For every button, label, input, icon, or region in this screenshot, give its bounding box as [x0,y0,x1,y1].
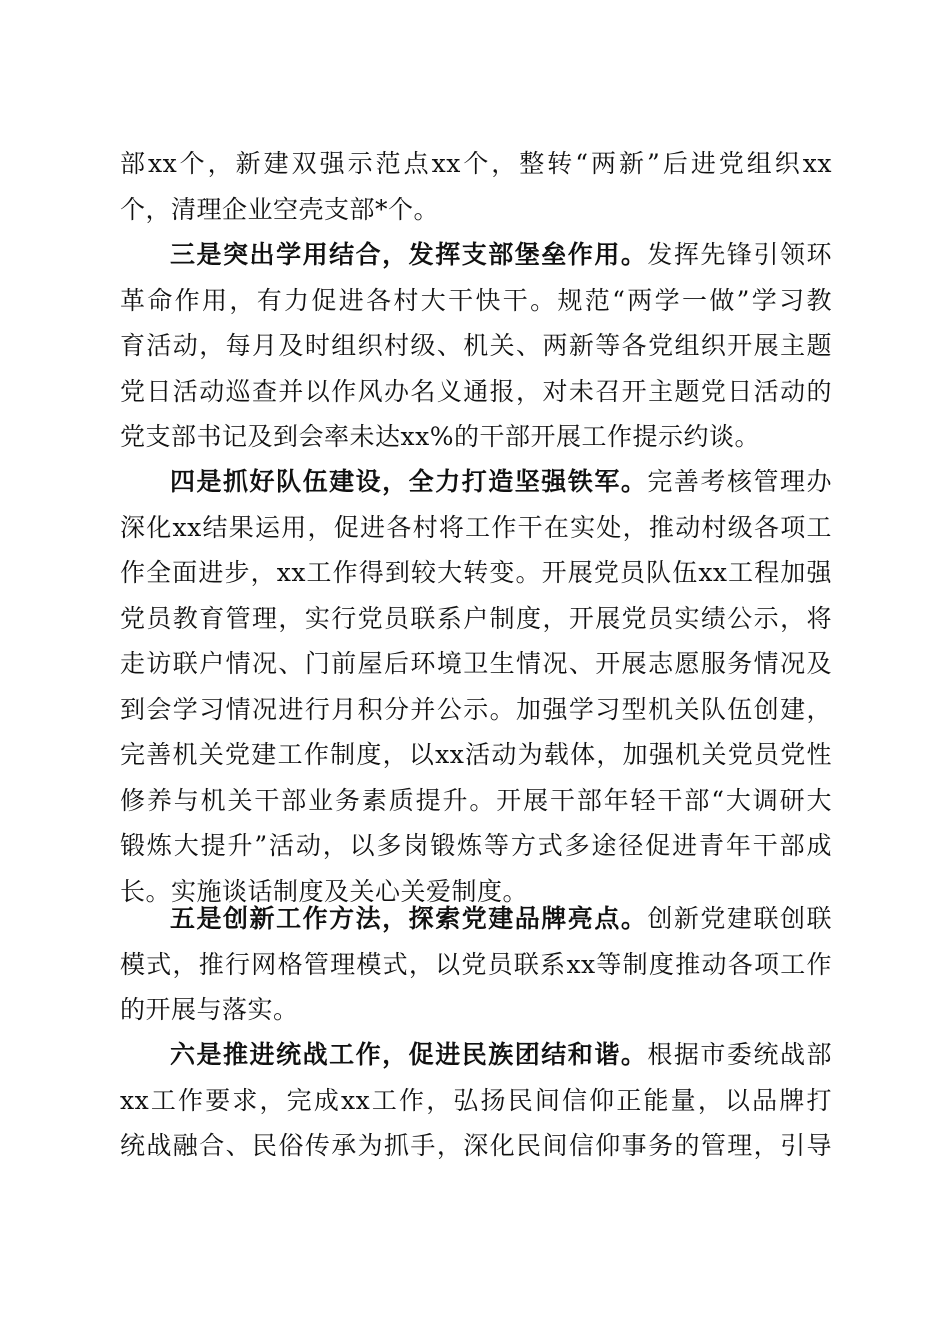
paragraph-continued [120,141,832,232]
paragraph-heading: 五是创新工作方法，探索党建品牌亮点。 [170,904,648,933]
paragraph-six [120,1032,832,1169]
text-line: 到会学习情况进行月积分并公示。加强学习型机关队伍创建， [120,694,832,724]
text-line: 统战融合、民俗传承为抓手，深化民间信仰事务的管理，引导 [120,1131,832,1160]
text-line: 党日活动巡查并以作风办名义通报，对未召开主题党日活动的 [120,376,832,406]
text-line: 个，清理企业空壳支部*个。 [120,194,440,224]
paragraph-heading: 六是推进统战工作，促进民族团结和谐。 [170,1040,648,1069]
text-run: 完善考核管理办 [647,467,832,496]
text-line: xx工作要求，完成xx工作，弘扬民间信仰正能量，以品牌打 [120,1085,832,1115]
text-run: 根据市委统战部 [647,1040,832,1069]
text-line: 完善机关党建工作制度，以xx活动为载体，加强机关党员党性 [120,740,832,769]
text-line-first [120,232,832,278]
text-line: 革命作用，有力促进各村大干快干。规范“两学一做”学习教 [120,285,832,315]
text-line: 作全面进步，xx工作得到较大转变。开展党员队伍xx工程加强 [120,558,832,587]
text-line: 长。实施谈话制度及关心关爱制度。 [120,876,529,906]
text-line: 修养与机关干部业务素质提升。开展干部年轻干部“大调研大 [120,785,832,815]
text-line-first [120,896,832,942]
text-line: 部xx个，新建双强示范点xx个，整转“两新”后进党组织xx [120,149,832,178]
text-line: 锻炼大提升”活动，以多岗锻炼等方式多途径促进青年干部成 [120,831,832,860]
paragraph-heading: 三是突出学用结合，发挥支部堡垒作用。 [170,240,648,269]
text-line-first [120,459,832,505]
text-line: 育活动，每月及时组织村级、机关、两新等各党组织开展主题 [120,331,832,360]
text-line: 深化xx结果运用，促进各村将工作干在实处，推动村级各项工 [120,512,832,542]
paragraph-five [120,896,832,1033]
text-line: 党员教育管理，实行党员联系户制度，开展党员实绩公示，将 [120,603,832,633]
text-line: 模式，推行网格管理模式，以党员联系xx等制度推动各项工作 [120,949,832,979]
paragraph-three [120,232,832,460]
text-line: 党支部书记及到会率未达xx%的干部开展工作提示约谈。 [120,422,760,451]
paragraph-heading: 四是抓好队伍建设，全力打造坚强铁军。 [170,467,648,496]
text-line: 的开展与落实。 [120,995,299,1024]
text-run: 发挥先锋引领环 [647,240,832,269]
text-run: 创新党建联创联 [647,904,832,933]
text-line-first [120,1032,832,1078]
text-line: 走访联户情况、门前屋后环境卫生情况、开展志愿服务情况及 [120,649,832,678]
paragraph-four [120,459,832,914]
